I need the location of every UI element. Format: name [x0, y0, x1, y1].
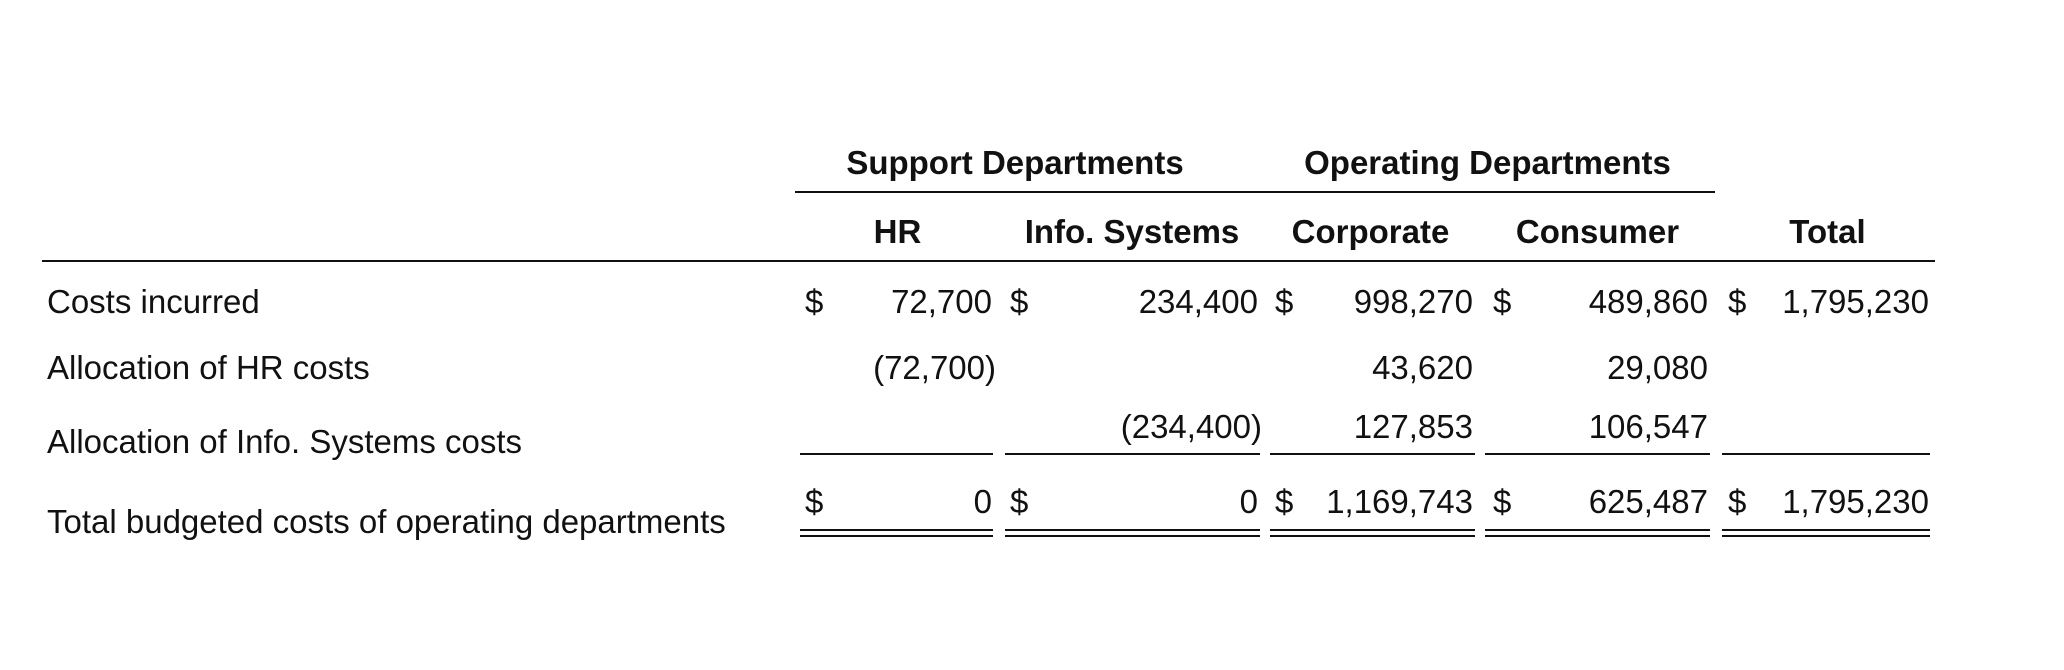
cell-is-costs-incurred: 234,400	[1138, 283, 1258, 320]
cell-hr-allocation-hr: (72,700)	[873, 349, 996, 386]
cell-is-total-budgeted: 0	[1239, 483, 1258, 520]
cell-hr-costs-incurred: 72,700	[891, 283, 992, 320]
subtotal-underline-corporate	[1270, 453, 1475, 455]
currency-symbol: $	[1493, 483, 1512, 520]
subtotal-underline-consumer	[1485, 453, 1710, 455]
cell-consumer-total-budgeted: 625,487	[1588, 483, 1708, 520]
total-double-underline-corporate	[1270, 529, 1475, 537]
column-header-total: Total	[1789, 213, 1866, 250]
cell-consumer-allocation-is: 106,547	[1588, 408, 1708, 445]
total-double-underline-info-systems	[1005, 529, 1260, 537]
cell-corporate-allocation-is: 127,853	[1353, 408, 1473, 445]
cell-consumer-allocation-hr: 29,080	[1607, 349, 1708, 386]
currency-symbol: $	[1275, 483, 1294, 520]
currency-symbol: $	[1728, 283, 1747, 320]
group-underline	[795, 191, 1715, 193]
cell-consumer-costs-incurred: 489,860	[1588, 283, 1708, 320]
row-label-allocation-hr: Allocation of HR costs	[47, 349, 370, 386]
row-label-allocation-is: Allocation of Info. Systems costs	[47, 423, 523, 460]
currency-symbol: $	[1275, 283, 1294, 320]
column-header-consumer: Consumer	[1515, 213, 1680, 250]
column-header-hr: HR	[873, 213, 922, 250]
currency-symbol: $	[1493, 283, 1512, 320]
cell-hr-total-budgeted: 0	[973, 483, 992, 520]
total-double-underline-consumer	[1485, 529, 1710, 537]
cell-total-costs-incurred: 1,795,230	[1782, 283, 1929, 320]
subtotal-underline-info-systems	[1005, 453, 1260, 455]
cell-is-allocation-is: (234,400)	[1120, 408, 1262, 445]
subtotal-underline-total	[1722, 453, 1930, 455]
cell-corporate-allocation-hr: 43,620	[1372, 349, 1473, 386]
group-header-support: Support Departments	[846, 144, 1184, 181]
column-header-info-systems: Info. Systems	[1024, 213, 1240, 250]
cell-total-total-budgeted: 1,795,230	[1782, 483, 1929, 520]
group-header-operating: Operating Departments	[1304, 144, 1671, 181]
cell-corporate-costs-incurred: 998,270	[1353, 283, 1473, 320]
currency-symbol: $	[1010, 483, 1029, 520]
header-underline	[42, 260, 1935, 262]
cell-corporate-total-budgeted: 1,169,743	[1326, 483, 1473, 520]
currency-symbol: $	[805, 283, 824, 320]
subtotal-underline-hr	[800, 453, 993, 455]
row-label-total-budgeted: Total budgeted costs of operating departments	[47, 503, 726, 540]
currency-symbol: $	[1010, 283, 1029, 320]
row-label-costs-incurred: Costs incurred	[47, 283, 260, 320]
currency-symbol: $	[1728, 483, 1747, 520]
currency-symbol: $	[805, 483, 824, 520]
total-double-underline-total	[1722, 529, 1930, 537]
total-double-underline-hr	[800, 529, 993, 537]
column-header-corporate: Corporate	[1291, 213, 1450, 250]
